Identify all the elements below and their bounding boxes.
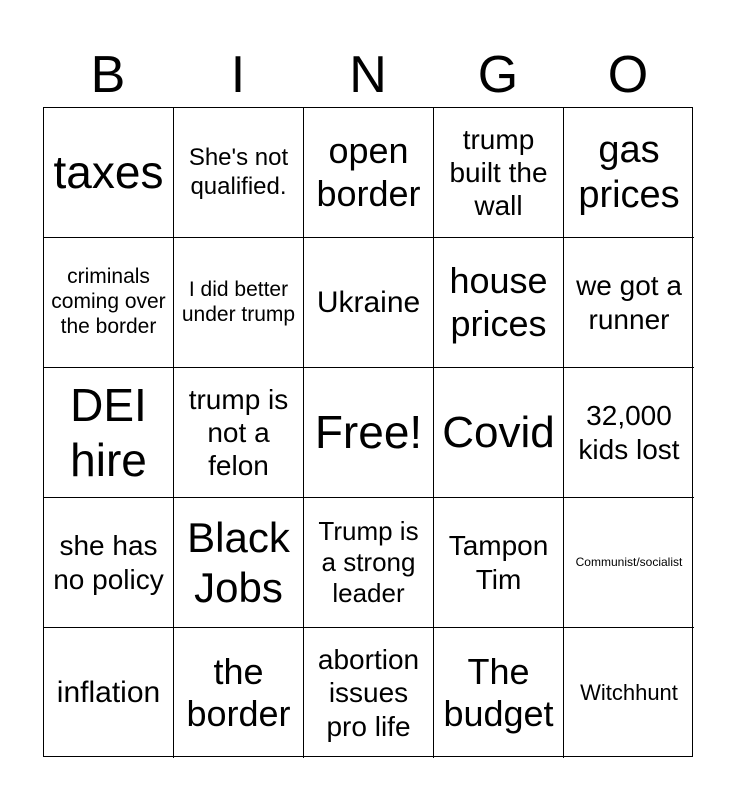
bingo-cell-r3c2[interactable]: trump is not a felon	[174, 368, 304, 498]
bingo-cell-r2c4[interactable]: house prices	[434, 238, 564, 368]
bingo-cell-r1c2[interactable]: She's not qualified.	[174, 108, 304, 238]
bingo-cell-r1c1[interactable]: taxes	[44, 108, 174, 238]
bingo-cell-r4c4[interactable]: Tampon Tim	[434, 498, 564, 628]
bingo-cell-r4c1[interactable]: she has no policy	[44, 498, 174, 628]
bingo-cell-r3c1[interactable]: DEI hire	[44, 368, 174, 498]
bingo-cell-r5c1[interactable]: inflation	[44, 628, 174, 758]
bingo-cell-r5c2[interactable]: the border	[174, 628, 304, 758]
header-letter-g: G	[477, 46, 519, 104]
header-letter-n: N	[349, 46, 387, 104]
bingo-cell-r2c3[interactable]: Ukraine	[304, 238, 434, 368]
header-letter-o: O	[607, 46, 649, 104]
bingo-cell-r1c4[interactable]: trump built the wall	[434, 108, 564, 238]
bingo-cell-r2c2[interactable]: I did better under trump	[174, 238, 304, 368]
header-letter-i: I	[230, 46, 246, 104]
bingo-cell-r4c5[interactable]: Communist/socialist	[564, 498, 694, 628]
bingo-cell-r5c3[interactable]: abortion issues pro life	[304, 628, 434, 758]
bingo-cell-r1c5[interactable]: gas prices	[564, 108, 694, 238]
bingo-cell-r3c4[interactable]: Covid	[434, 368, 564, 498]
bingo-header	[43, 42, 693, 108]
bingo-cell-r2c1[interactable]: criminals coming over the border	[44, 238, 174, 368]
bingo-cell-r3c5[interactable]: 32,000 kids lost	[564, 368, 694, 498]
bingo-cell-r1c3[interactable]: open border	[304, 108, 434, 238]
bingo-cell-r5c4[interactable]: The budget	[434, 628, 564, 758]
header-letter-b: B	[90, 46, 126, 104]
bingo-cell-r5c5[interactable]: Witchhunt	[580, 680, 678, 706]
bingo-cell-r4c2[interactable]: Black Jobs	[174, 498, 304, 628]
bingo-cell-r2c5[interactable]: we got a runner	[564, 238, 694, 368]
bingo-cell-r4c3[interactable]: Trump is a strong leader	[304, 498, 434, 628]
bingo-free-space[interactable]: Free!	[304, 368, 434, 498]
bingo-board	[43, 107, 693, 757]
